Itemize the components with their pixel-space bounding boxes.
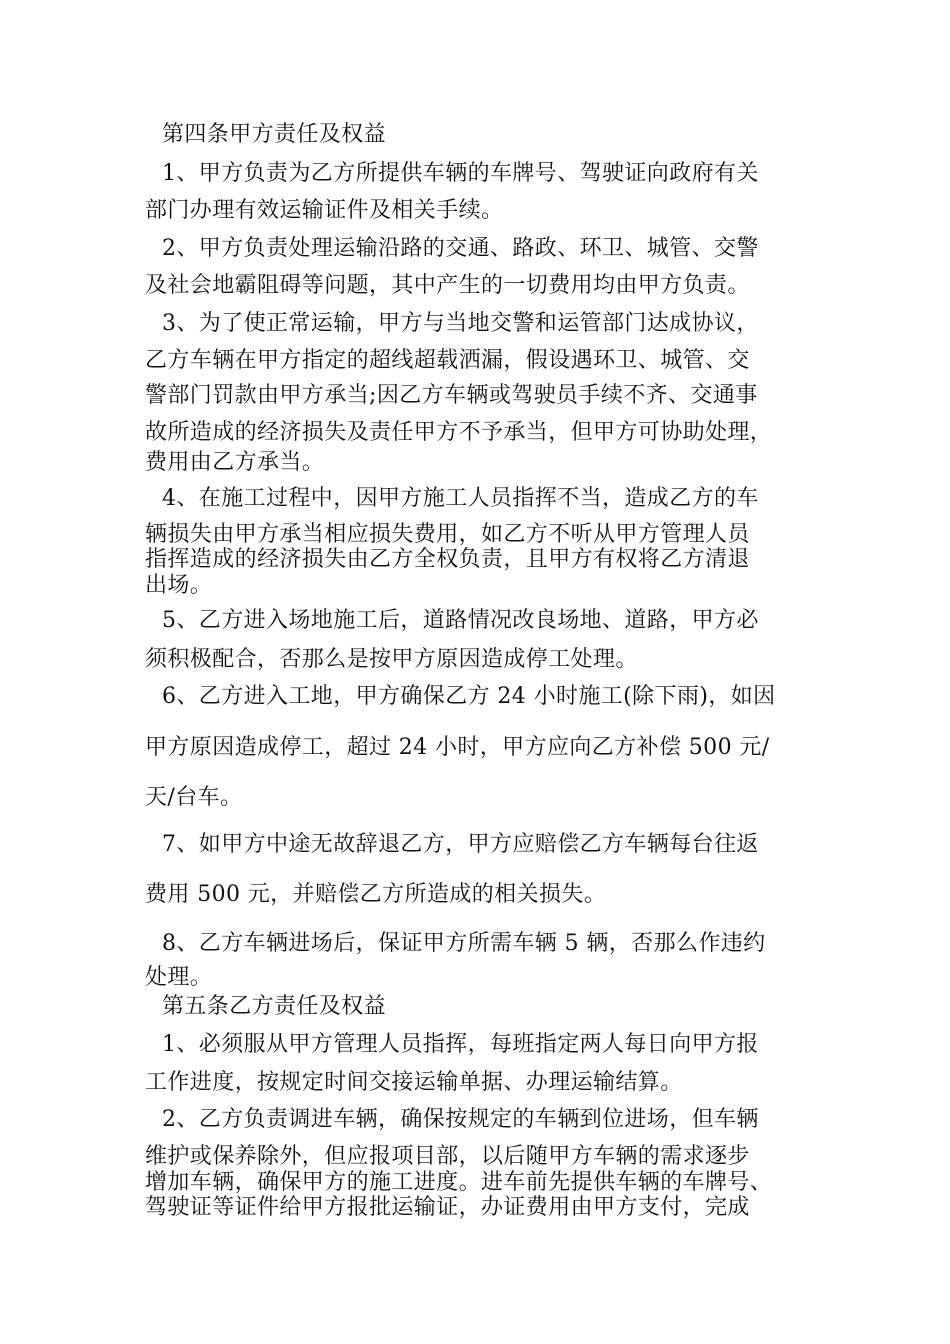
text-line: 7、如甲方中途无故辞退乙方，甲方应赔偿乙方车辆每台往返 [162, 832, 759, 857]
section-heading: 第四条甲方责任及权益 [162, 122, 387, 147]
text-line: 驾驶证等证件给甲方报批运输证，办证费用由甲方支付，完成 [145, 1195, 750, 1220]
text-line: 及社会地霸阻碍等问题，其中产生的一切费用均由甲方负责。 [145, 273, 750, 298]
text-line: 辆损失由甲方承当相应损失费用，如乙方不听从甲方管理人员 [145, 522, 750, 547]
text-line: 工作进度，按规定时间交接运输单据、办理运输结算。 [145, 1070, 683, 1095]
text-line: 4、在施工过程中，因甲方施工人员指挥不当，造成乙方的车 [162, 486, 759, 511]
text-line: 费用 500 元，并赔偿乙方所造成的相关损失。 [145, 882, 607, 907]
text-line: 费用由乙方承当。 [145, 450, 325, 475]
text-line: 指挥造成的经济损失由乙方全权负责，且甲方有权将乙方清退 [145, 547, 750, 572]
text-line: 3、为了使正常运输，甲方与当地交警和运管部门达成协议， [162, 311, 759, 336]
text-line: 1、必须服从甲方管理人员指挥，每班指定两人每日向甲方报 [162, 1032, 759, 1057]
text-line: 2、乙方负责调进车辆，确保按规定的车辆到位进场，但车辆 [162, 1107, 759, 1132]
text-line: 6、乙方进入工地，甲方确保乙方 24 小时施工(除下雨)，如因 [162, 684, 776, 709]
text-line: 天/台车。 [145, 785, 243, 810]
text-line: 维护或保养除外，但应报项目部，以后随甲方车辆的需求逐步 [145, 1144, 750, 1169]
text-line: 2、甲方负责处理运输沿路的交通、路政、环卫、城管、交警 [162, 236, 759, 261]
section-heading: 第五条乙方责任及权益 [162, 994, 387, 1019]
text-line: 出场。 [145, 573, 213, 598]
text-line: 1、甲方负责为乙方所提供车辆的车牌号、驾驶证向政府有关 [162, 161, 759, 186]
text-line: 警部门罚款由甲方承当;因乙方车辆或驾驶员手续不齐、交通事 [145, 383, 758, 408]
text-line: 处理。 [145, 965, 213, 990]
text-line: 故所造成的经济损失及责任甲方不予承当，但甲方可协助处理， [145, 420, 773, 445]
text-line: 增加车辆，确保甲方的施工进度。进车前先提供车辆的车牌号、 [145, 1170, 773, 1195]
text-line: 乙方车辆在甲方指定的超线超载洒漏，假设遇环卫、城管、交 [145, 348, 750, 373]
text-line: 甲方原因造成停工，超过 24 小时，甲方应向乙方补偿 500 元/ [145, 735, 770, 760]
text-line: 8、乙方车辆进场后，保证甲方所需车辆 5 辆，否那么作违约 [162, 931, 766, 956]
text-line: 5、乙方进入场地施工后，道路情况改良场地、道路，甲方必 [162, 608, 759, 633]
text-line: 须积极配合，否那么是按甲方原因造成停工处理。 [145, 647, 638, 672]
text-line: 部门办理有效运输证件及相关手续。 [145, 198, 504, 223]
